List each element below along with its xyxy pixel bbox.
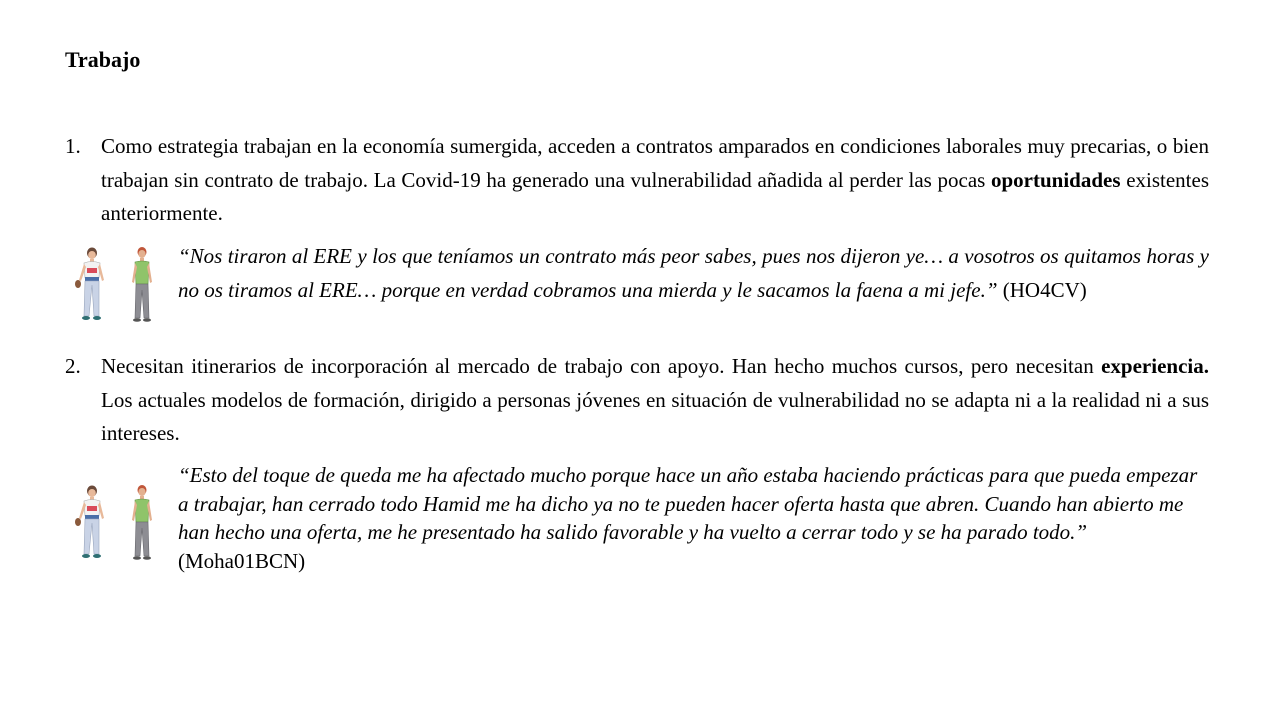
list-number: 1. bbox=[65, 134, 81, 158]
page-title: Trabajo bbox=[65, 47, 141, 72]
people-illustration bbox=[68, 240, 164, 332]
quote-source: (Moha01BCN) bbox=[178, 548, 306, 573]
testimonial-quote bbox=[178, 240, 1209, 307]
list-item bbox=[65, 130, 1209, 231]
people-illustration-graphic bbox=[68, 240, 164, 332]
highlight-term: experiencia. bbox=[1101, 354, 1209, 378]
testimonial-quote bbox=[178, 461, 1209, 575]
list-item-text: Necesitan itinerarios de incorporación al mercado de trabajo con apoyo. Han hecho muchos cursos, pero necesitan experiencia. Los actuales modelos de formación, dirigido a personas jóvenes en situación de vulnerabilidad no se adapta ni a la realidad ni a sus intereses. bbox=[101, 354, 1209, 445]
highlight-term: oportunidades bbox=[990, 167, 1121, 192]
list-item-text: Como estrategia trabajan en la economía sumergida, acceden a contratos amparados en condiciones laborales muy precarias, o bien trabajan sin contrato de trabajo. La Covid-19 ha generado una vulnerabilidad añadida al perder las pocas oportunidades existentes anteriormente. bbox=[101, 134, 1210, 225]
quote-text: “Esto del toque de queda me ha afectado mucho porque hace un año estaba haciendo prácticas para que pueda empezar a trabajar, han cerrado todo Hamid me ha dicho ya no te pueden hacer oferta hasta que abren. Cuando han abierto me han hecho una oferta, me he presentado ha salido favorable y ha vuelto a cerrar todo y se ha parado todo.” bbox=[178, 463, 1198, 544]
people-illustration bbox=[68, 478, 164, 570]
list-item bbox=[65, 350, 1209, 451]
quote-source: (HO4CV) bbox=[997, 277, 1087, 302]
list-number: 2. bbox=[65, 354, 81, 378]
quote-text: “Nos tiraron al ERE y los que teníamos un contrato más peor sabes, pues nos dijeron ye… a vosotros os quitamos horas y no os tiramos al ERE… porque en verdad cobramos una mierda y le sacamos la faena a mi jefe.” bbox=[178, 244, 1209, 302]
people-illustration-graphic bbox=[68, 478, 164, 570]
